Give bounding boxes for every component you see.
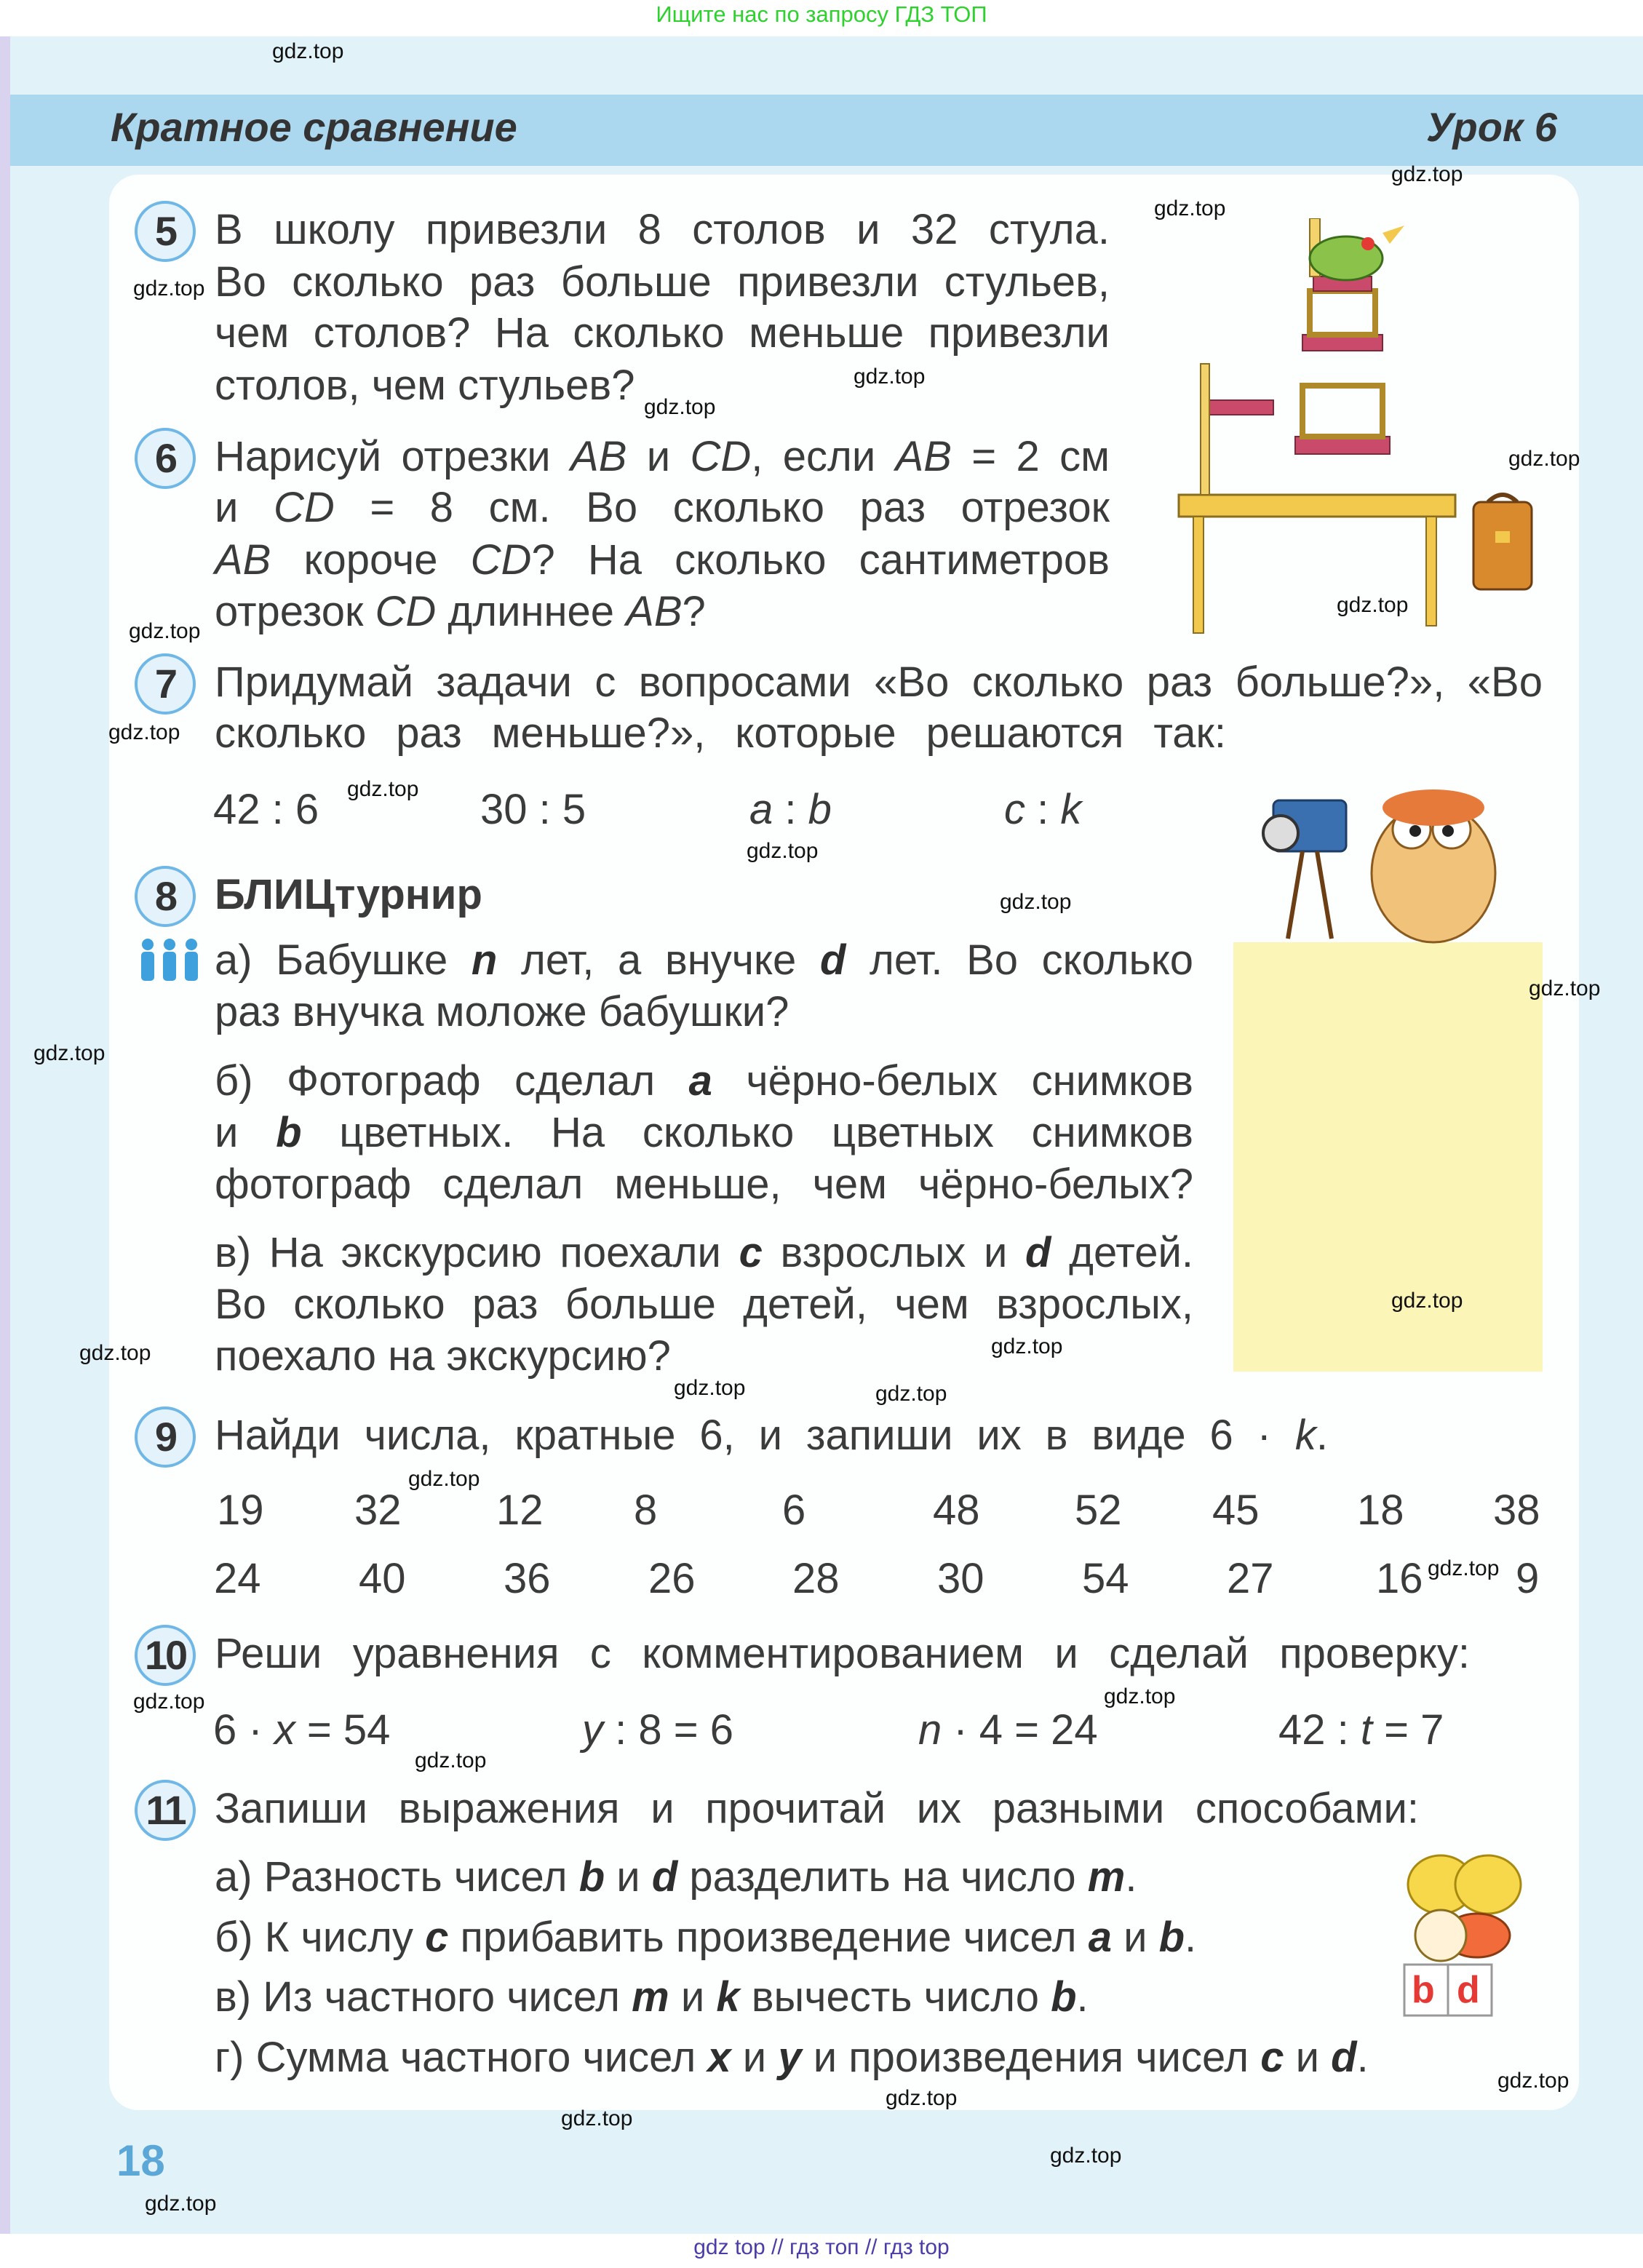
text-segment: лет, а внучке [497,936,820,984]
text-segment: и [669,1973,717,2021]
text-segment: . [1316,1412,1328,1459]
watermark: gdz.top [854,365,926,389]
math-variable: AB [570,433,627,480]
math-variable: AB [215,536,271,584]
watermark: gdz.top [991,1334,1063,1358]
blitz-heading: БЛИЦтурнир [215,871,482,918]
watermark: gdz.top [1508,447,1580,471]
text-segment: чем столов? На сколько меньше привезли [215,309,1110,357]
number-option: 9 [1516,1555,1540,1602]
text-line [215,308,1110,359]
math-variable: k [1060,786,1082,833]
math-variable: CD [690,433,752,480]
number-option: 45 [1212,1487,1260,1534]
text-segment: лет. Во сколько [846,936,1193,984]
watermark: gdz.top [1529,976,1601,1000]
watermark: gdz.top [1391,162,1463,186]
owl-photographer-illustration [1252,764,1543,946]
text-segment: а) Разность чисел [215,1853,579,1901]
number-option: 6 [782,1487,806,1534]
bold-variable: c [1260,2034,1284,2081]
watermark: gdz.top [1337,593,1409,617]
text-line [215,482,1110,533]
text-line [215,935,1193,986]
text-segment: . [1076,1973,1089,2021]
bold-variable: d [1025,1229,1051,1276]
text-segment: и [215,1109,277,1156]
text-line [215,987,789,1038]
text-segment: и [1284,2034,1332,2081]
text-segment: цветных. На сколько цветных снимков [301,1109,1193,1156]
text-line [480,784,586,835]
number-option: 40 [359,1555,406,1602]
watermark: gdz.top [108,720,180,744]
number-option: 54 [1082,1555,1129,1602]
text-line [213,1705,390,1756]
text-segment: б) Фотограф сделал [215,1057,689,1105]
math-variable: CD [470,536,532,584]
watermark: gdz.top [33,1041,106,1065]
watermark: gdz.top [347,777,419,801]
text-line [215,1279,1193,1330]
text-line [582,1705,733,1756]
bold-variable: a [688,1057,712,1105]
text-segment: б) К числу [215,1914,426,1961]
text-segment: фотограф сделал меньше, чем чёрно-белых? [215,1161,1193,1208]
text-segment: Нарисуй отрезки [215,433,571,480]
text-segment: раз внучка моложе бабушки? [215,988,789,1035]
exercise-number-10: 10 [135,1625,196,1686]
text-line [215,1912,1196,1963]
text-line [213,784,319,835]
bold-variable: k [716,1973,740,2021]
number-option: 19 [217,1487,264,1534]
text-line [215,657,1543,708]
lesson-topic-title: Кратное сравнение [111,104,517,150]
chairs-and-bird-illustration [1164,218,1470,640]
watermark: gdz.top [133,276,205,301]
text-line [215,1056,1193,1107]
text-line [215,1852,1137,1903]
bold-variable: a [1088,1914,1112,1961]
bold-variable: y [778,2034,802,2081]
text-segment: 42 : 6 [213,786,319,833]
footer-links[interactable]: gdz top // гдз топ // гдз top [693,2235,950,2259]
watermark: gdz.top [79,1341,151,1365]
number-option: 28 [792,1555,840,1602]
bee-letter-d: d [1457,1969,1480,2011]
text-segment: а) Бабушке [215,936,472,984]
text-segment: Реши уравнения с комментированием и сделай проверку: [215,1630,1470,1677]
schoolbag-illustration [1466,488,1539,593]
text-segment: и произведения чисел [801,2034,1261,2081]
text-segment: 6 · [213,1706,274,1754]
text-segment: в) Из частного чисел [215,1973,632,2021]
number-option: 27 [1227,1555,1274,1602]
text-segment: 30 : 5 [480,786,586,833]
bee-letter-b: b [1412,1969,1435,2011]
math-variable: c [1004,786,1025,833]
watermark: gdz.top [1428,1556,1500,1580]
section-heading [215,870,482,920]
watermark: gdz.top [1104,1684,1176,1708]
number-option: 26 [648,1555,696,1602]
math-variable: CD [273,484,335,531]
number-option: 12 [496,1487,544,1534]
text-line [215,431,1110,482]
text-segment: : [1025,786,1061,833]
watermark: gdz.top [129,619,201,643]
text-line [215,1410,1328,1461]
text-line [215,204,1110,255]
bold-variable: b [276,1109,302,1156]
text-line [215,1628,1470,1679]
text-segment: . [1356,2034,1369,2081]
text-segment: : 8 = 6 [603,1706,733,1754]
number-option: 18 [1357,1487,1404,1534]
text-segment: Запиши выражения и прочитай их разными способами: [215,1785,1419,1832]
watermark: gdz.top [561,2106,633,2130]
number-option: 52 [1075,1487,1122,1534]
math-variable: b [808,786,832,833]
number-option: 24 [214,1555,261,1602]
text-segment: = 2 см [951,433,1110,480]
text-line [215,535,1110,586]
text-segment: и [215,484,274,531]
watermark: gdz.top [644,395,716,419]
math-variable: k [1294,1412,1316,1459]
watermark: gdz.top [415,1748,487,1772]
exercise-number-5: 5 [135,201,196,262]
text-segment: = 7 [1372,1706,1444,1754]
page-edge [0,36,10,2234]
text-segment: , если [751,433,896,480]
number-option: 16 [1376,1555,1423,1602]
exercise-number-7: 7 [135,653,196,715]
text-segment: . [1125,1853,1137,1901]
text-segment: столов, чем стульев? [215,362,635,409]
number-option: 36 [504,1555,551,1602]
math-variable: a [749,786,773,833]
bold-variable: x [707,2034,731,2081]
math-variable: y [582,1706,603,1754]
number-option: 32 [354,1487,402,1534]
number-option: 48 [933,1487,980,1534]
math-variable: AB [895,433,952,480]
text-line [749,784,832,835]
text-segment: ? [682,588,706,635]
text-line [215,1783,1419,1834]
bold-variable: b [1158,1914,1185,1961]
text-line [215,1107,1193,1158]
text-segment: ? На сколько сантиметров [531,536,1110,584]
text-line [215,1227,1193,1278]
text-segment: . [1185,1914,1197,1961]
number-option: 30 [937,1555,984,1602]
text-segment: длиннее [436,588,626,635]
math-variable: AB [626,588,683,635]
text-segment: и [1111,1914,1159,1961]
text-segment: взрослых и [762,1229,1026,1276]
text-segment: отрезок [215,588,375,635]
text-segment: и [605,1853,652,1901]
bold-variable: m [1087,1853,1126,1901]
lesson-number: Урок 6 [1426,104,1558,150]
text-segment: детей. [1051,1229,1193,1276]
page-number: 18 [116,2136,165,2185]
text-segment: = 8 см. Во сколько раз отрезок [334,484,1110,531]
exercise-number-11: 11 [135,1780,196,1841]
watermark: gdz.top [886,2086,958,2110]
math-variable: n [918,1706,942,1754]
watermark: gdz.top [272,39,344,63]
exercise-number-8: 8 [135,866,196,927]
text-segment: вычесть число [739,1973,1051,2021]
text-line [215,2032,1369,2083]
watermark: gdz.top [133,1690,205,1714]
group-work-icon [137,937,202,982]
text-line [215,708,1226,759]
bold-variable: b [1051,1973,1077,2021]
text-segment: в) На экскурсию поехали [215,1229,739,1276]
text-segment: 42 : [1278,1706,1361,1754]
bold-variable: d [651,1853,678,1901]
text-line [215,1159,1193,1210]
exercise-number-9: 9 [135,1406,196,1468]
math-variable: CD [375,588,437,635]
text-segment: разделить на число [677,1853,1088,1901]
text-line [215,1972,1089,2023]
watermark: gdz.top [1154,196,1226,220]
text-segment: чёрно-белых снимков [712,1057,1193,1105]
sticky-note-area [1233,942,1543,1372]
bold-variable: c [425,1914,449,1961]
watermark: gdz.top [747,839,819,863]
text-segment: : [773,786,808,833]
text-segment: Во сколько раз больше детей, чем взрослых, [215,1281,1193,1328]
text-segment: сколько раз меньше?», которые решаются так: [215,709,1226,757]
bold-variable: n [471,936,498,984]
bold-variable: d [819,936,846,984]
math-variable: t [1360,1706,1372,1754]
text-segment: = 54 [295,1706,391,1754]
text-line [918,1705,1098,1756]
exercise-number-6: 6 [135,428,196,489]
watermark: gdz.top [408,1467,480,1491]
text-line [1278,1705,1444,1756]
watermark: gdz.top [674,1376,746,1400]
watermark: gdz.top [1050,2144,1122,2168]
watermark: gdz.top [1391,1289,1463,1313]
watermark: gdz.top [1000,890,1072,914]
text-line [1004,784,1081,835]
text-segment: Придумай задачи с вопросами «Во сколько раз больше?», «Во [215,658,1543,706]
bold-variable: m [632,1973,669,2021]
watermark: gdz.top [145,2192,217,2216]
text-line [215,586,706,637]
text-segment: и [731,2034,779,2081]
text-segment: В школу привезли 8 столов и 32 стула. [215,206,1110,253]
number-option: 8 [634,1487,658,1534]
math-variable: x [274,1706,295,1754]
search-banner[interactable]: Ищите нас по запросу ГДЗ ТОП [656,1,987,27]
text-segment: короче [271,536,471,584]
text-segment: Найди числа, кратные 6, и запиши их в виде 6 · [215,1412,1295,1459]
bold-variable: c [739,1229,763,1276]
text-segment: г) Сумма частного чисел [215,2034,708,2081]
text-line [215,257,1110,308]
text-segment: и [626,433,691,480]
bold-variable: d [1331,2034,1357,2081]
text-line [215,360,634,411]
watermark: gdz.top [875,1382,947,1406]
watermark: gdz.top [1497,2069,1570,2093]
text-segment: · 4 = 24 [942,1706,1098,1754]
text-segment: Во сколько раз больше привезли стульев, [215,258,1110,306]
number-option: 38 [1493,1487,1540,1534]
text-line [215,1331,671,1382]
text-segment: прибавить произведение чисел [448,1914,1089,1961]
text-segment: поехало на экскурсию? [215,1332,671,1380]
bold-variable: b [578,1853,605,1901]
